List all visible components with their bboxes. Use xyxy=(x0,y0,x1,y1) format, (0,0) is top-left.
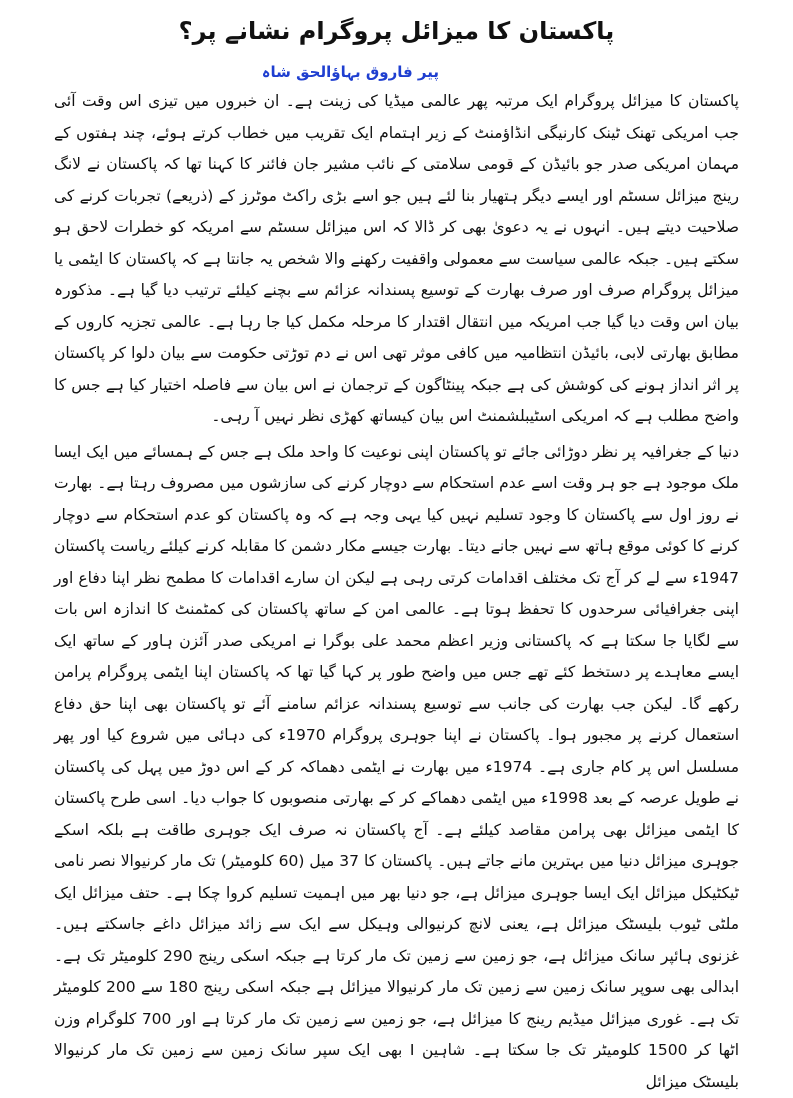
article-body xyxy=(54,86,739,1098)
paragraph: پاکستان کا میزائل پروگرام ایک مرتبہ پھر عالمی میڈیا کی زینت ہے۔ ان خبروں میں تیزی اس وقت آئی جب امریکی تھنک ٹینک کارنیگی انڈاؤمنٹ کے زیر اہتمام ایک تقریب میں خطاب کرتے ہوئے، چند ہفتوں کے مہمان امریکی صدر جو بائیڈن کے قومی سلامتی کے نائب مشیر جان فائنر کا کہنا تھا کہ پاکستان نے لانگ رینج میزائل سسٹم اور ایسے دیگر ہتھیار بنا لئے ہیں جو اسے بڑی راکٹ موٹرز کے (ذریعے) تجربات کرنے کی صلاحیت دیتے ہیں۔ انہوں نے یہ دعویٰ بھی کر ڈالا کہ اس میزائل سسٹم سے امریکہ کو خطرات لاحق ہو سکتے ہیں۔ جبکہ عالمی سیاست سے معمولی واقفیت رکھنے والا شخص یہ جانتا ہے کہ پاکستان کا ایٹمی یا میزائل پروگرام صرف اور صرف بھارت کے توسیع پسندانہ عزائم سے بچنے کیلئے ترتیب دیا گیا ہے۔ مذکورہ بیان اس وقت دیا گیا جب امریکہ میں انتقال اقتدار کا مرحلہ مکمل کیا جا رہا ہے۔ عالمی تجزیہ کاروں کے مطابق بھارتی لابی، بائیڈن انتظامیہ میں کافی موثر تھی اس نے دم توڑتی حکومت سے بیان دلوا کر پاکستان پر اثر انداز ہونے کی کوشش کی ہے جبکہ پینٹاگون کے ترجمان نے اس بیان سے فاصلہ اختیار کیا ہے جس کا واضح مطلب ہے کہ امریکی اسٹیبلشمنٹ اس بیان کیساتھ کھڑی نظر نہیں آ رہی۔ xyxy=(54,86,739,433)
article-title: پاکستان کا میزائل پروگرام نشانے پر؟ xyxy=(54,0,739,54)
paragraph: دنیا کے جغرافیہ پر نظر دوڑائی جائے تو پاکستان اپنی نوعیت کا واحد ملک ہے جس کے ہمسائے میں ایک ایسا ملک موجود ہے جو ہر وقت اسے عدم استحکام سے دوچار کرنے کی سازشوں میں مصروف رہتا ہے۔ بھارت نے روز اول سے پاکستان کا وجود تسلیم نہیں کیا یہی وجہ ہے کہ وہ پاکستان کو عدم استحکام سے دوچار کرنے کا کوئی موقع ہاتھ سے نہیں جانے دیتا۔ بھارت جیسے مکار دشمن کا مقابلہ کرنے کیلئے ریاست پاکستان 1947ء سے لے کر آج تک مختلف اقدامات کرتی رہی ہے لیکن ان سارے اقدامات کا مطمح نظر اپنا دفاع اور اپنی جغرافیائی سرحدوں کا تحفظ ہوتا ہے۔ عالمی امن کے ساتھ پاکستان کی کمٹمنٹ کا اندازہ اس بات سے لگایا جا سکتا ہے کہ پاکستانی وزیر اعظم محمد علی بوگرا نے امریکی صدر آئزن ہاور کے ساتھ ایک ایسے معاہدے پر دستخط کئے تھے جس میں واضح طور پر کہا گیا تھا کہ پاکستان اپنا ایٹمی پروگرام پرامن رکھے گا۔ لیکن جب بھارت کی جانب سے توسیع پسندانہ عزائم سامنے آئے تو پاکستان بھی اپنا حق دفاع استعمال کرنے پر مجبور ہوا۔ پاکستان نے اپنا جوہری پروگرام 1970ء کی دہائی میں شروع کیا اور پھر مسلسل اس پر کام جاری ہے۔ 1974ء میں بھارت نے ایٹمی دھماکہ کر کے اس دوڑ میں پہل کی پاکستان نے طویل عرصہ کے بعد 1998ء میں ایٹمی دھماکے کر کے بھارتی منصوبوں کا جواب دیا۔ اسی طرح پاکستان کا ایٹمی میزائل بھی پرامن مقاصد کیلئے ہے۔ آج پاکستان نہ صرف ایک جوہری طاقت ہے بلکہ اسکے جوہری میزائل دنیا میں بہترین مانے جاتے ہیں۔ پاکستان کا 37 میل (60 کلومیٹر) تک مار کرنیوالا نصر نامی ٹیکٹیکل میزائل ایک ایسا جوہری میزائل ہے، جو دنیا بھر میں اہمیت تسلیم کروا چکا ہے۔ حتف میزائل ایک ملٹی ٹیوب بلیسٹک میزائل ہے، یعنی لانچ کرنیوالی وہیکل سے ایک سے زائد میزائل داغے جاسکتے ہیں۔ غزنوی ہائپر سانک میزائل ہے، جو زمین سے زمین تک مار کرتا ہے جبکہ اسکی رینج 290 کلومیٹر تک ہے۔ ابدالی بھی سوپر سانک زمین سے زمین تک مار کرنیوالا میزائل ہے جبکہ اسکی رینج 180 سے 200 کلومیٹر تک ہے۔ غوری میزائل میڈیم رینج کا میزائل ہے، جو زمین سے زمین تک مار کرتا ہے اور 700 کلوگرام وزن اٹھا کر 1500 کلومیٹر تک جا سکتا ہے۔ شاہین I بھی ایک سپر سانک زمین سے زمین تک مار کرنیوالا بلیسٹک میزائل xyxy=(54,437,739,1098)
author-byline: پیر فاروق بہاؤالحق شاہ xyxy=(54,58,739,86)
